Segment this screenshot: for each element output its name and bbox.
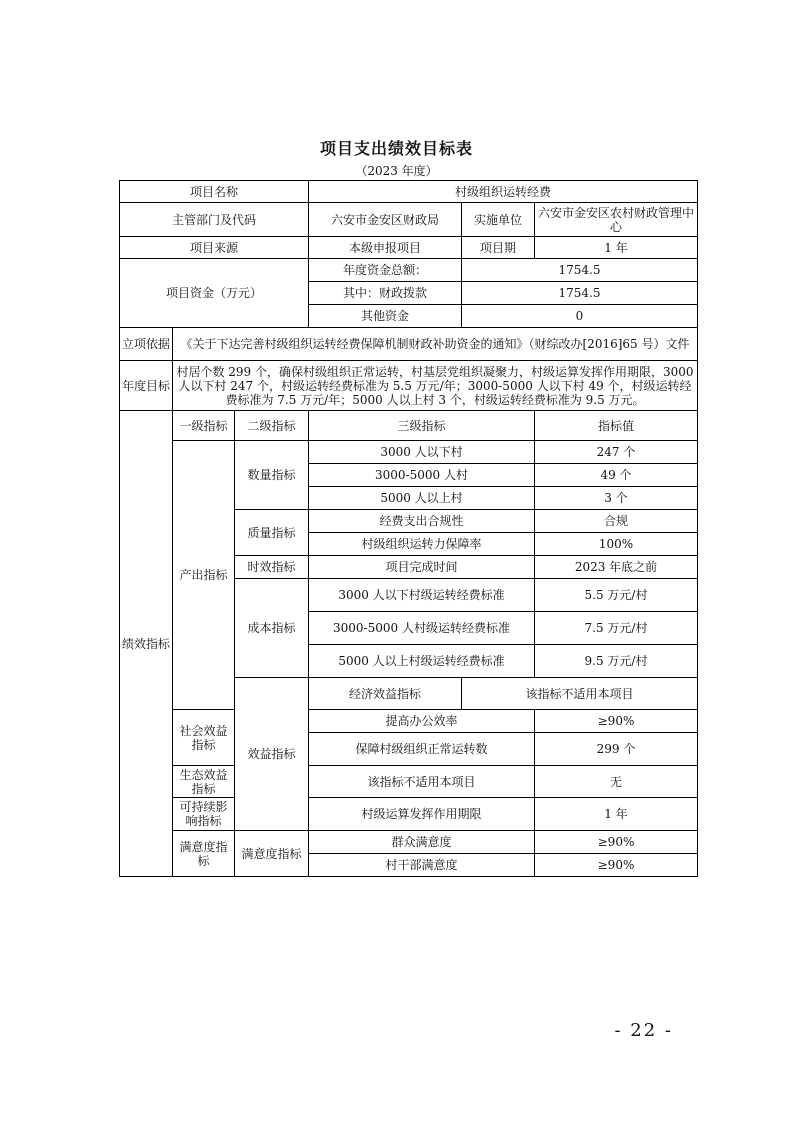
ecological-value: 无 [535, 766, 698, 798]
funds-total-label: 年度资金总额： [309, 259, 462, 282]
economic-name: 该指标不适用本项目 [462, 678, 698, 710]
quality-value-1: 合规 [535, 510, 698, 533]
header-level1: 一级指标 [173, 411, 235, 441]
timeliness-value: 2023 年底之前 [535, 556, 698, 579]
funds-total-value: 1754.5 [462, 259, 698, 282]
table-row [120, 766, 698, 798]
output-indicator-label: 产出指标 [173, 441, 235, 710]
row-department [120, 203, 698, 237]
cost-name-3: 5000 人以上村级运转经费标准 [309, 645, 535, 678]
funds-other-label: 其他资金 [309, 305, 462, 328]
indicators-label: 绩效指标 [120, 411, 173, 877]
quantity-indicator-label: 数量指标 [235, 441, 309, 510]
header-value: 指标值 [535, 411, 698, 441]
cost-value-1: 5.5 万元/村 [535, 579, 698, 612]
goal-text: 村居个数 299 个，确保村级组织正常运转，村基层党组织凝聚力，村级运算发挥作用期限，3000 人以下村 247 个，村级运转经费标准为 5.5 万元/年；3000-5000 人以下村 49 个，村级运转经费标准为 7.5 万元/年；5000 人以上村 3 个，村级运转经费标准为 9.5 万元。 [173, 361, 698, 411]
economic-indicator-label: 经济效益指标 [309, 678, 462, 710]
row-goal [120, 361, 698, 411]
cost-name-2: 3000-5000 人村级运转经费标准 [309, 612, 535, 645]
quality-name-1: 经费支出合规性 [309, 510, 535, 533]
department-value: 六安市金安区财政局 [309, 203, 462, 237]
cost-name-1: 3000 人以下村级运转经费标准 [309, 579, 535, 612]
cost-value-2: 7.5 万元/村 [535, 612, 698, 645]
row-indicator-header [120, 411, 698, 441]
document-title: 项目支出绩效目标表 [319, 139, 473, 158]
ecological-indicator-label: 生态效益指标 [173, 766, 235, 798]
quantity-name-1: 3000 人以下村 [309, 441, 535, 464]
satisfaction-name-1: 群众满意度 [309, 831, 535, 854]
source-label: 项目来源 [120, 237, 309, 259]
project-name-label: 项目名称 [120, 181, 309, 203]
funds-fiscal-label: 其中：财政拨款 [309, 282, 462, 305]
social-value-1: ≥90% [535, 710, 698, 733]
row-source [120, 237, 698, 259]
row-basis [120, 328, 698, 361]
table-row [120, 710, 698, 733]
basis-text: 《关于下达完善村级组织运转经费保障机制财政补助资金的通知》（财综改办[2016]65 号）文件 [173, 328, 698, 361]
sustain-indicator-label: 可持续影响指标 [173, 798, 235, 831]
satisfaction-level2-label: 满意度指标 [235, 831, 309, 877]
basis-label: 立项依据 [120, 328, 173, 361]
satisfaction-name-2: 村干部满意度 [309, 854, 535, 877]
table-row [120, 798, 698, 831]
funds-other-value: 0 [462, 305, 698, 328]
document-year: （2023 年度） [355, 164, 438, 178]
source-value: 本级申报项目 [309, 237, 462, 259]
performance-goal-table [119, 180, 698, 877]
quantity-name-3: 5000 人以上村 [309, 487, 535, 510]
benefit-indicator-label: 效益指标 [235, 678, 309, 831]
timeliness-indicator-label: 时效指标 [235, 556, 309, 579]
sustain-name: 村级运算发挥作用期限 [309, 798, 535, 831]
social-name-2: 保障村级组织正常运转数 [309, 733, 535, 766]
row-funds-total [120, 259, 698, 282]
timeliness-name: 项目完成时间 [309, 556, 535, 579]
quantity-value-2: 49 个 [535, 464, 698, 487]
sustain-value: 1 年 [535, 798, 698, 831]
header-level3: 三级指标 [309, 411, 535, 441]
goal-label: 年度目标 [120, 361, 173, 411]
quantity-name-2: 3000-5000 人村 [309, 464, 535, 487]
cost-indicator-label: 成本指标 [235, 579, 309, 678]
quality-indicator-label: 质量指标 [235, 510, 309, 556]
page-number: - 22 - [614, 1020, 673, 1041]
satisfaction-value-1: ≥90% [535, 831, 698, 854]
social-value-2: 299 个 [535, 733, 698, 766]
implementer-label: 实施单位 [462, 203, 535, 237]
period-value: 1 年 [535, 237, 698, 259]
department-label: 主管部门及代码 [120, 203, 309, 237]
satisfaction-level1-label: 满意度指标 [173, 831, 235, 877]
table-row [120, 441, 698, 464]
implementer-value: 六安市金安区农村财政管理中心 [535, 203, 698, 237]
social-name-1: 提高办公效率 [309, 710, 535, 733]
cost-value-3: 9.5 万元/村 [535, 645, 698, 678]
social-indicator-label: 社会效益指标 [173, 710, 235, 766]
table-row [120, 831, 698, 854]
satisfaction-value-2: ≥90% [535, 854, 698, 877]
funds-fiscal-value: 1754.5 [462, 282, 698, 305]
period-label: 项目期 [462, 237, 535, 259]
header-level2: 二级指标 [235, 411, 309, 441]
quantity-value-1: 247 个 [535, 441, 698, 464]
quality-name-2: 村级组织运转力保障率 [309, 533, 535, 556]
quantity-value-3: 3 个 [535, 487, 698, 510]
quality-value-2: 100% [535, 533, 698, 556]
funds-label: 项目资金（万元） [120, 259, 309, 328]
project-name-value: 村级组织运转经费 [309, 181, 698, 203]
row-project-name [120, 181, 698, 203]
ecological-name: 该指标不适用本项目 [309, 766, 535, 798]
